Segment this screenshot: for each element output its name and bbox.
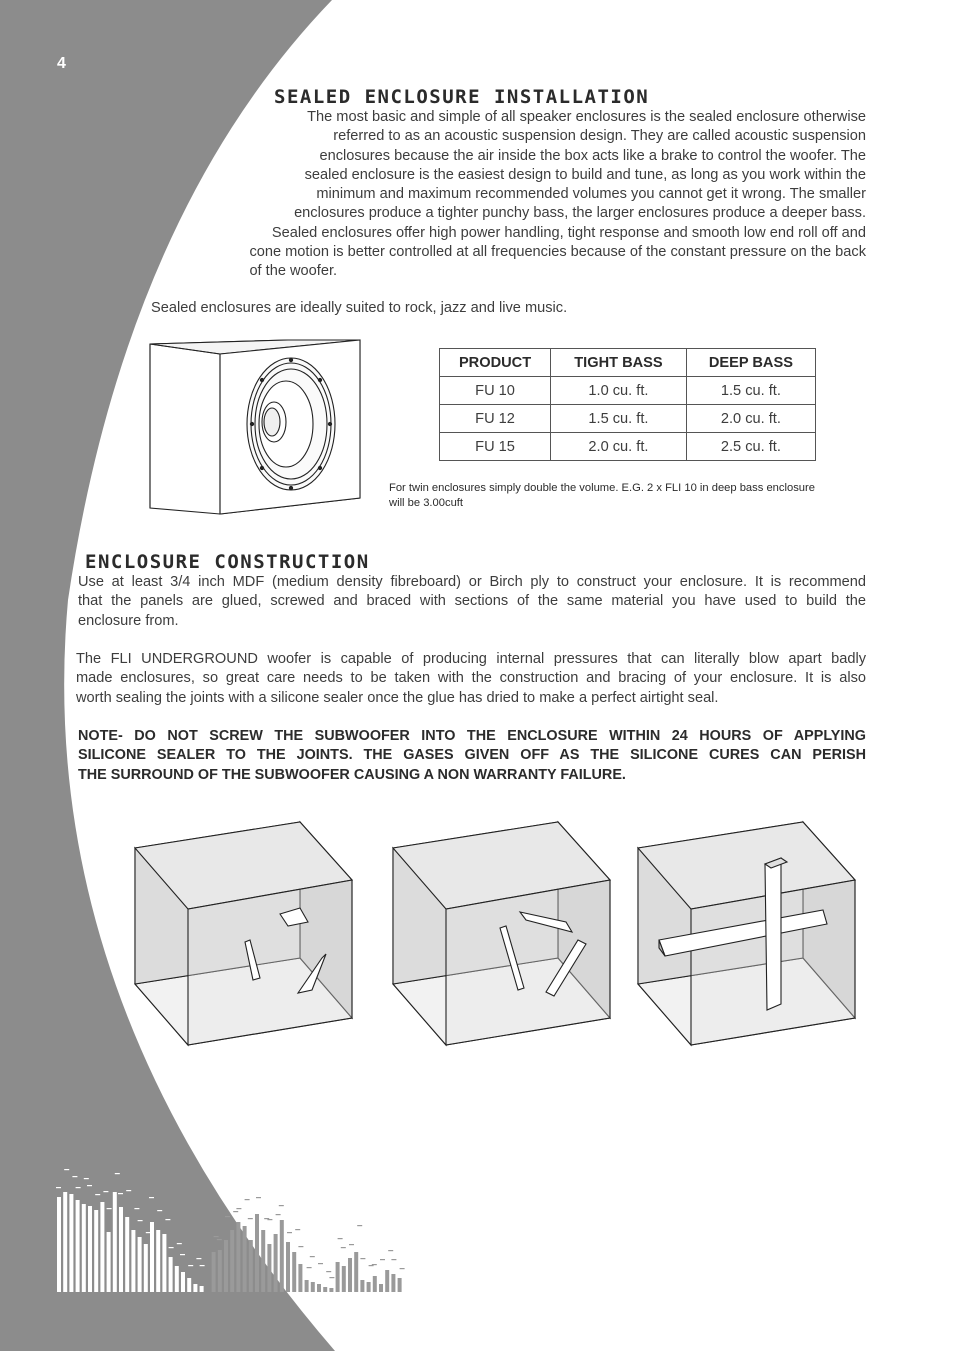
intro-line: Sealed enclosures offer high power handling, tight response and smooth low end roll off and — [271, 224, 866, 241]
para-line: Use at least 3/4 inch MDF (medium density fibreboard) or Birch ply to construct your enclosure. It is recommend — [78, 574, 866, 590]
section-title-sealed: SEALED ENCLOSURE INSTALLATION — [274, 86, 650, 108]
table-cell: 1.5 cu. ft. — [686, 377, 815, 405]
header-tight-bass: TIGHT BASS — [551, 349, 687, 377]
equalizer-peak — [287, 1232, 292, 1233]
equalizer-peak — [126, 1190, 131, 1191]
equalizer-bar — [336, 1262, 340, 1292]
equalizer-bar — [150, 1222, 154, 1292]
equalizer-peak — [103, 1191, 108, 1192]
equalizer-peak — [177, 1243, 182, 1244]
equalizer-peak — [267, 1219, 272, 1220]
equalizer-bar — [230, 1230, 234, 1292]
note-line: will be 3.00cuft — [389, 496, 464, 509]
table-cell: 1.5 cu. ft. — [551, 405, 687, 433]
table-cell: 2.0 cu. ft. — [686, 405, 815, 433]
intro-line: enclosures produce a tighter punchy bass, the larger enclosures produce a deeper bass. — [294, 205, 866, 222]
section-title-construction: ENCLOSURE CONSTRUCTION — [85, 551, 370, 573]
equalizer-bar — [125, 1217, 129, 1292]
intro-line: minimum and maximum recommended volumes you cannot get it wrong. The smaller — [316, 186, 866, 203]
warning-line: THE SURROUND OF THE SUBWOOFER CAUSING A NON WARRANTY FAILURE. — [78, 766, 626, 783]
box-bracing-illustration-2 — [390, 818, 614, 1050]
para-line: enclosure from. — [78, 612, 179, 629]
equalizer-bar — [360, 1280, 364, 1292]
equalizer-peak — [169, 1247, 174, 1248]
equalizer-peak — [248, 1218, 253, 1219]
equalizer-bar — [323, 1287, 327, 1292]
equalizer-peak — [245, 1199, 250, 1200]
equalizer-peak — [64, 1169, 69, 1170]
header-deep-bass: DEEP BASS — [686, 349, 815, 377]
enclosure-volume-table — [439, 348, 816, 461]
equalizer-peak — [84, 1178, 89, 1179]
equalizer-bar — [144, 1244, 148, 1292]
equalizer-bar — [175, 1266, 179, 1292]
equalizer-bar — [317, 1284, 321, 1292]
equalizer-bar — [224, 1240, 228, 1292]
equalizer-bar — [119, 1207, 123, 1292]
header-product: PRODUCT — [440, 349, 551, 377]
table-cell: 2.0 cu. ft. — [551, 433, 687, 461]
equalizer-bar — [57, 1197, 61, 1292]
construction-paragraph-2 — [76, 650, 866, 708]
intro-line: of the woofer. — [249, 263, 338, 280]
equalizer-peak — [338, 1238, 343, 1239]
equalizer-peak — [391, 1259, 396, 1260]
equalizer-peak — [360, 1258, 365, 1259]
equalizer-peak — [56, 1187, 61, 1188]
equalizer-peak — [318, 1263, 323, 1264]
equalizer-peak — [307, 1267, 312, 1268]
equalizer-bar — [305, 1280, 309, 1292]
sealed-intro-paragraph — [249, 108, 866, 282]
equalizer-bar — [138, 1237, 142, 1292]
table-header-row — [440, 349, 816, 377]
intro-line: cone motion is better controlled at all frequencies because of the constant pressure on the back — [249, 244, 866, 261]
equalizer-bar — [218, 1250, 222, 1292]
equalizer-bar — [292, 1252, 296, 1292]
equalizer-peak — [87, 1185, 92, 1186]
equalizer-bar — [367, 1282, 371, 1292]
equalizer-bar — [156, 1230, 160, 1292]
equalizer-bars-decoration — [54, 1150, 474, 1300]
equalizer-bar — [113, 1192, 117, 1292]
equalizer-peak — [329, 1277, 334, 1278]
twin-enclosure-note — [389, 481, 869, 510]
equalizer-bar — [69, 1194, 73, 1292]
equalizer-peak — [236, 1208, 241, 1209]
suited-text: Sealed enclosures are ideally suited to rock, jazz and live music. — [151, 300, 568, 316]
note-line: For twin enclosures simply double the volume. E.G. 2 x FLI 10 in deep bass enclosure — [389, 482, 815, 494]
equalizer-peak — [372, 1264, 377, 1265]
equalizer-bar — [255, 1214, 259, 1292]
equalizer-peak — [326, 1271, 331, 1272]
equalizer-bar — [274, 1234, 278, 1292]
table-row — [440, 377, 816, 405]
equalizer-bar — [398, 1278, 402, 1292]
equalizer-bar — [88, 1206, 92, 1292]
equalizer-peak — [149, 1197, 154, 1198]
equalizer-peak — [400, 1268, 405, 1269]
equalizer-bar — [63, 1192, 67, 1292]
equalizer-bar — [348, 1258, 352, 1292]
equalizer-peak — [138, 1220, 143, 1221]
equalizer-peak — [118, 1193, 123, 1194]
equalizer-peak — [298, 1246, 303, 1247]
equalizer-peak — [95, 1194, 100, 1195]
equalizer-bar — [298, 1264, 302, 1292]
equalizer-bar — [261, 1230, 265, 1292]
equalizer-peak — [310, 1256, 315, 1257]
equalizer-bar — [342, 1266, 346, 1292]
para-line: The FLI UNDERGROUND woofer is capable of producing internal pressures that can literally blow apart badly — [76, 651, 866, 667]
table-row — [440, 405, 816, 433]
equalizer-bar — [280, 1220, 284, 1292]
box-bracing-illustration-3 — [635, 818, 859, 1050]
equalizer-peak — [165, 1219, 170, 1220]
equalizer-bar — [193, 1284, 197, 1292]
table-cell: FU 12 — [440, 405, 551, 433]
equalizer-bar — [329, 1288, 333, 1292]
equalizer-peak — [357, 1225, 362, 1226]
equalizer-bar — [286, 1242, 290, 1292]
equalizer-bar — [107, 1232, 111, 1292]
para-line: that the panels are glued, screwed and braced with sections of the same material you have used to build the — [78, 593, 866, 610]
equalizer-peak — [134, 1208, 139, 1209]
equalizer-peak — [217, 1239, 222, 1240]
table-cell: 1.0 cu. ft. — [551, 377, 687, 405]
equalizer-bar — [236, 1222, 240, 1292]
equalizer-bar — [94, 1210, 98, 1292]
intro-line: enclosures because the air inside the box acts like a brake to control the woofer. The — [319, 147, 866, 164]
equalizer-peak — [200, 1265, 205, 1266]
equalizer-peak — [115, 1173, 120, 1174]
equalizer-peak — [349, 1244, 354, 1245]
equalizer-bar — [100, 1202, 104, 1292]
warning-note — [78, 727, 866, 785]
equalizer-bar — [373, 1276, 377, 1292]
equalizer-peak — [76, 1187, 81, 1188]
para-line: worth sealing the joints with a silicone sealer once the glue has dried to make a perfect airtight seal. — [76, 689, 719, 706]
equalizer-peak — [214, 1236, 219, 1237]
warning-line: NOTE- DO NOT SCREW THE SUBWOOFER INTO THE ENCLOSURE WITHIN 24 HOURS OF APPLYING — [78, 728, 866, 744]
equalizer-peak — [188, 1265, 193, 1266]
intro-line: sealed enclosure is the easiest design to build and tune, as long as you work within the — [304, 166, 866, 183]
equalizer-peak — [256, 1197, 261, 1198]
equalizer-peak — [388, 1250, 393, 1251]
warning-line: SILICONE SEALER TO THE JOINTS. THE GASES GIVEN OFF AS THE SILICONE CURES CAN PERISH — [78, 747, 866, 764]
table-row — [440, 433, 816, 461]
equalizer-peak — [341, 1247, 346, 1248]
equalizer-bar — [379, 1284, 383, 1292]
page-number: 4 — [57, 55, 66, 72]
equalizer-bar — [76, 1200, 80, 1292]
equalizer-bar — [82, 1204, 86, 1292]
subwoofer-enclosure-illustration — [148, 338, 364, 516]
construction-paragraph-1 — [78, 573, 866, 631]
equalizer-peak — [157, 1210, 162, 1211]
equalizer-peak — [196, 1258, 201, 1259]
equalizer-bar — [391, 1274, 395, 1292]
equalizer-peak — [72, 1176, 77, 1177]
equalizer-bar — [212, 1252, 216, 1292]
equalizer-bar — [311, 1282, 315, 1292]
equalizer-bar — [131, 1230, 135, 1292]
equalizer-peak — [225, 1216, 230, 1217]
para-line: made enclosures, so great care needs to be taken with the construction and bracing of your enclosure. It is also — [76, 670, 866, 687]
equalizer-bar — [267, 1244, 271, 1292]
equalizer-peak — [233, 1211, 238, 1212]
table-cell: FU 10 — [440, 377, 551, 405]
equalizer-peak — [295, 1229, 300, 1230]
equalizer-bar — [200, 1286, 204, 1292]
table-cell: FU 15 — [440, 433, 551, 461]
equalizer-peak — [107, 1208, 112, 1209]
box-bracing-illustration-1 — [132, 818, 356, 1050]
equalizer-bar — [169, 1257, 173, 1292]
equalizer-peak — [279, 1205, 284, 1206]
equalizer-bar — [249, 1240, 253, 1292]
intro-line: The most basic and simple of all speaker enclosures is the sealed enclosure otherwise — [307, 109, 866, 125]
equalizer-bar — [181, 1272, 185, 1292]
equalizer-bar — [243, 1226, 247, 1292]
equalizer-bar — [354, 1252, 358, 1292]
equalizer-bar — [162, 1234, 166, 1292]
table-cell: 2.5 cu. ft. — [686, 433, 815, 461]
equalizer-bar — [385, 1270, 389, 1292]
equalizer-peak — [180, 1254, 185, 1255]
intro-line: referred to as an acoustic suspension design. They are called acoustic suspension — [333, 128, 866, 145]
equalizer-bar — [187, 1278, 191, 1292]
equalizer-peak — [380, 1259, 385, 1260]
equalizer-peak — [276, 1214, 281, 1215]
